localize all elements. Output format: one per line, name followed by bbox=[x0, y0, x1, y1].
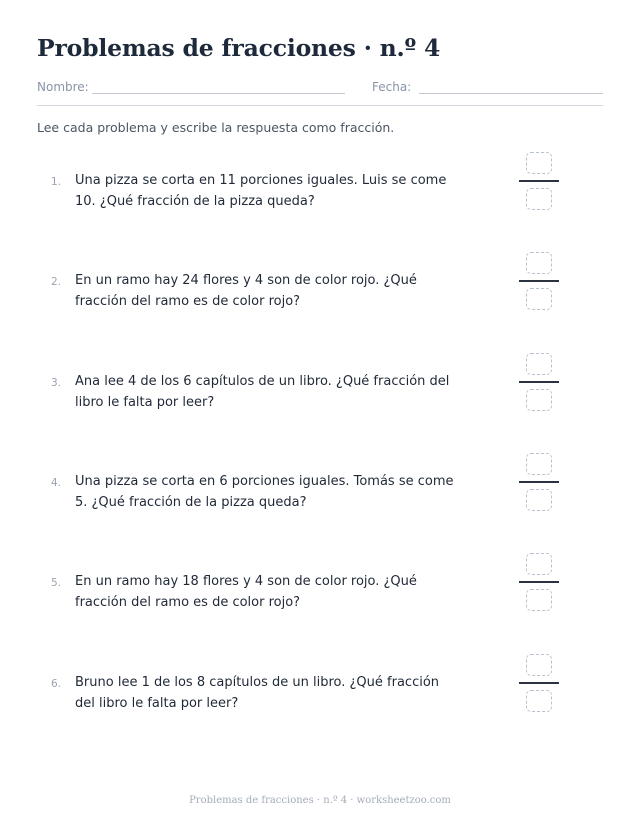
denominator-box[interactable] bbox=[526, 188, 552, 210]
fraction-answer bbox=[519, 252, 561, 314]
fraction-answer bbox=[519, 553, 561, 615]
fraction-bar bbox=[519, 481, 559, 483]
fraction-answer bbox=[519, 353, 561, 415]
fraction-bar bbox=[519, 581, 559, 583]
problem-item bbox=[0, 571, 640, 641]
problem-number: 5. bbox=[50, 577, 61, 589]
name-field[interactable] bbox=[92, 93, 345, 94]
fraction-answer bbox=[519, 152, 561, 214]
problem-item bbox=[0, 471, 640, 541]
fraction-bar bbox=[519, 682, 559, 684]
denominator-box[interactable] bbox=[526, 389, 552, 411]
problem-text: Ana lee 4 de los 6 capítulos de un libro. ¿Qué fracción del libro le falta por leer? bbox=[75, 374, 450, 410]
numerator-box[interactable] bbox=[526, 152, 552, 174]
problem-item bbox=[0, 371, 640, 441]
numerator-box[interactable] bbox=[526, 252, 552, 274]
problem-text: Una pizza se corta en 6 porciones iguales. Tomás se come 5. ¿Qué fracción de la pizza queda? bbox=[75, 474, 454, 510]
problem-text: Bruno lee 1 de los 8 capítulos de un libro. ¿Qué fracción del libro le falta por leer? bbox=[75, 675, 440, 711]
numerator-box[interactable] bbox=[526, 453, 552, 475]
numerator-box[interactable] bbox=[526, 654, 552, 676]
page-footer: Problemas de fracciones · n.º 4 · worksheetzoo.com bbox=[189, 795, 451, 806]
denominator-box[interactable] bbox=[526, 690, 552, 712]
denominator-box[interactable] bbox=[526, 288, 552, 310]
header-divider bbox=[37, 105, 603, 106]
numerator-box[interactable] bbox=[526, 353, 552, 375]
problem-number: 3. bbox=[50, 377, 61, 389]
instructions: Lee cada problema y escribe la respuesta como fracción. bbox=[37, 120, 395, 135]
date-field[interactable] bbox=[419, 93, 603, 94]
problem-number: 6. bbox=[50, 678, 61, 690]
fraction-answer bbox=[519, 453, 561, 515]
name-label: Nombre: bbox=[37, 80, 89, 94]
name-date-row bbox=[37, 80, 603, 96]
fraction-bar bbox=[519, 381, 559, 383]
page-title: Problemas de fracciones · n.º 4 bbox=[37, 34, 441, 62]
problem-item bbox=[0, 170, 640, 240]
problem-text: Una pizza se corta en 11 porciones iguales. Luis se come 10. ¿Qué fracción de la pizza queda? bbox=[75, 173, 447, 209]
problem-number: 1. bbox=[50, 176, 61, 188]
problem-number: 2. bbox=[50, 276, 61, 288]
problem-number: 4. bbox=[50, 477, 61, 489]
problem-item bbox=[0, 270, 640, 340]
denominator-box[interactable] bbox=[526, 489, 552, 511]
date-label: Fecha: bbox=[372, 80, 412, 94]
fraction-answer bbox=[519, 654, 561, 716]
problem-text: En un ramo hay 24 flores y 4 son de color rojo. ¿Qué fracción del ramo es de color rojo? bbox=[75, 273, 417, 309]
fraction-bar bbox=[519, 280, 559, 282]
problem-text: En un ramo hay 18 flores y 4 son de color rojo. ¿Qué fracción del ramo es de color rojo? bbox=[75, 574, 417, 610]
fraction-bar bbox=[519, 180, 559, 182]
denominator-box[interactable] bbox=[526, 589, 552, 611]
numerator-box[interactable] bbox=[526, 553, 552, 575]
problem-item bbox=[0, 672, 640, 742]
